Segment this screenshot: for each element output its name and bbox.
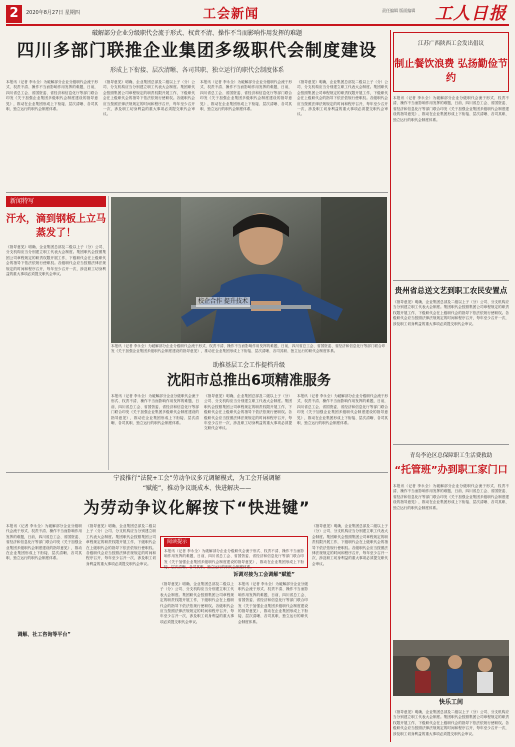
right-photo [393,640,509,696]
lead-subhead: 形成上下衔接、层次清晰、各司其职、独立运行的职代会制度体系 [109,67,284,74]
reading-tip-text: 本报讯（记者 李永全）为破解部分企业分级职代会流于形式、权责不清、操作不当而影响作用发挥的难题，日前，四川省总工会、省国资委、省经济和信息化厅等部门联合印发《关于加强企业集团多级职代会制度建设的指导意见》，推动在企业集团形成上下衔接、层次清晰、各司其职、独立运行的职代会制度体系。 [164,549,304,570]
divider [393,444,509,445]
story3-subhead-1: 诉调对接为工会调解“赋能” [233,572,295,578]
feature-headline[interactable]: 汗水，滴到钢板上立马蒸发了！ [6,214,106,239]
feature-tag: 新闻特写 [6,196,106,207]
lead-body-col-3: 本报讯（记者 李永全）为破解部分企业分级职代会流于形式、权责不清、操作不当而影响作用发挥的难题，日前，四川省总工会、省国资委、省经济和信息化厅等部门联合印发《关于加强企业集团多级职代会制度建设的指导意见》，推动在企业集团形成上下衔接、层次清晰、各司其职、独立运行的职代会制度体系。 [200,80,292,112]
story2-body-col-1: 本报讯（记者 李永全）为破解部分企业分级职代会流于形式、权责不清、操作不当而影响作用发挥的难题，日前，四川省总工会、省国资委、省经济和信息化厅等部门联合印发《关于加强企业集团多级职代会制度建设的指导意见》，推动在企业集团形成上下衔接、层次清晰、各司其职、独立运行的职代会制度体系。 [111,394,199,426]
right-story2-headline[interactable]: 贵州省总送文艺到职工农民安置点 [394,286,508,295]
divider [6,472,388,473]
masthead [6,4,509,26]
story3-headline[interactable]: 为劳动争议化解按下“快进键” [83,498,311,517]
story3-subhead-2: 调解、社工咨询等平台” [17,632,71,638]
divider [6,192,388,193]
lead-headline[interactable]: 四川多部门联推企业集团多级职代会制度建设 [17,41,377,61]
main-photo [111,197,387,343]
page-number: 2 [6,5,22,23]
story3-body-col-4: 本报讯（记者 李永全）为破解部分企业分级职代会流于形式、权责不清、操作不当而影响作用发挥的难题，日前，四川省总工会、省国资委、省经济和信息化厅等部门联合印发《关于加强企业集团多级职代会制度建设的指导意见》，推动在企业集团形成上下衔接、层次清晰、各司其职、独立运行的职代会制度体系。 [238,582,308,624]
story2-kicker: 助推基层工会工作提档升级 [212,362,285,369]
right-photo-note: 《指导意见》明确，企业集团总部及二级以上子（分）公司、分支机构应当分别建立职工代表大会制度。集团职代会按照集团公司章程规定的职责权限开展工作，下级职代会在上级职代会的指导下依法依规行使职权。各级职代会应当按照法律法规规定的时间和程序召开，每年至少召开一次，涉及职工切身利益的重大事项必须提交职代会审议。 [393,710,509,736]
right-story1-body: 本报讯（记者 李永全）为破解部分企业分级职代会流于形式、权责不清、操作不当而影响作用发挥的难题，日前，四川省总工会、省国资委、省经济和信息化厅等部门联合印发《关于加强企业集团多级职代会制度建设的指导意见》，推动在企业集团形成上下衔接、层次清晰、各司其职、独立运行的职代会制度体系。 [393,96,509,122]
worker-photo-illustration [111,197,387,343]
newspaper-logo: 工人日报 [435,4,507,24]
right-story1-headline[interactable]: 制止餐饮浪费 弘扬勤俭节约 [394,59,508,84]
right-photo-caption: 快乐工间 [438,699,463,706]
column-divider [390,30,391,742]
story3-body-col-3: 《指导意见》明确，企业集团总部及二级以上子（分）公司、分支机构应当分别建立职工代表大会制度。集团职代会按照集团公司章程规定的职责权限开展工作，下级职代会在上级职代会的指导下依法依规行使职权。各级职代会应当按照法律法规规定的时间和程序召开，每年至少召开一次，涉及职工切身利益的重大事项必须提交职代会审议。 [160,582,234,624]
photo-note: 本报讯（记者 李永全）为破解部分企业分级职代会流于形式、权责不清、操作不当而影响作用发挥的难题，日前，四川省总工会、省国资委、省经济和信息化厅等部门联合印发《关于加强企业集团多级职代会制度建设的指导意见》，推动在企业集团形成上下衔接、层次清晰、各司其职、独立运行的职代会制度体系。 [111,344,386,353]
lead-body-col-4: 《指导意见》明确，企业集团总部及二级以上子（分）公司、分支机构应当分别建立职工代表大会制度。集团职代会按照集团公司章程规定的职责权限开展工作，下级职代会在上级职代会的指导下依法依规行使职权。各级职代会应当按照法律法规规定的时间和程序召开，每年至少召开一次，涉及职工切身利益的重大事项必须提交职代会审议。 [297,80,388,117]
right-story1-kicker: 江苏广西陕西工会发出倡议 [417,41,484,47]
right-story2-body: 《指导意见》明确，企业集团总部及二级以上子（分）公司、分支机构应当分别建立职工代表大会制度。集团职代会按照集团公司章程规定的职责权限开展工作，下级职代会在上级职代会的指导下依法依规行使职权。各级职代会应当按照法律法规规定的时间和程序召开，每年至少召开一次，涉及职工切身利益的重大事项必须提交职代会审议。 [393,300,509,326]
issue-date: 2020年8月27日 星期四 [26,10,80,16]
story2-body-col-2: 《指导意见》明确，企业集团总部及二级以上子（分）公司、分支机构应当分别建立职工代表大会制度。集团职代会按照集团公司章程规定的职责权限开展工作，下级职代会在上级职代会的指导下依法依规行使职权。各级职代会应当按照法律法规规定的时间和程序召开，每年至少召开一次，涉及职工切身利益的重大事项必须提交职代会审议。 [204,394,292,431]
feature-body: 《指导意见》明确，企业集团总部及二级以上子（分）公司、分支机构应当分别建立职工代表大会制度。集团职代会按照集团公司章程规定的职责权限开展工作，下级职代会在上级职代会的指导下依法依规行使职权。各级职代会应当按照法律法规规定的时间和程序召开，每年至少召开一次，涉及职工切身利益的重大事项必须提交职代会审议。 [6,245,106,277]
story2-body-col-3: 本报讯（记者 李永全）为破解部分企业分级职代会流于形式、权责不清、操作不当而影响作用发挥的难题，日前，四川省总工会、省国资委、省经济和信息化厅等部门联合印发《关于加强企业集团多级职代会制度建设的指导意见》，推动在企业集团形成上下衔接、层次清晰、各司其职、独立运行的职代会制度体系。 [297,394,388,426]
right-story3-body: 本报讯（记者 李永全）为破解部分企业分级职代会流于形式、权责不清、操作不当而影响作用发挥的难题，日前，四川省总工会、省国资委、省经济和信息化厅等部门联合印发《关于加强企业集团多级职代会制度建设的指导意见》，推动在企业集团形成上下衔接、层次清晰、各司其职、独立运行的职代会制度体系。 [393,484,509,510]
right-story3-headline[interactable]: “托管班”办到职工家门口 [394,465,508,476]
section-title: 工会新闻 [203,7,260,22]
story3-kicker-2: “赋能”，推动争议既成本、快进解决—— [142,485,252,492]
lead-kicker: 破解部分企业分级职代会流于形式、权责不清、操作不当而影响作用发挥的难题 [91,30,302,37]
right-story3-kicker: 青岛李沧区总保障职工生活费救助 [409,453,493,459]
reading-tip-label: 阅读提示 [164,538,190,547]
story3-kicker-1: 宁波推行“法院+工会”劳动争议多元调解模式，为工会开展调解 [113,475,281,482]
office-photo-illustration [393,640,509,696]
editor-credit: 责任编辑 版面编辑 [382,8,416,13]
photo-caption: 校企合作 提升技术 [198,298,248,305]
lead-body-col-2: 《指导意见》明确，企业集团总部及二级以上子（分）公司、分支机构应当分别建立职工代表大会制度。集团职代会按照集团公司章程规定的职责权限开展工作，下级职代会在上级职代会的指导下依法依规行使职权。各级职代会应当按照法律法规规定的时间和程序召开，每年至少召开一次，涉及职工切身利益的重大事项必须提交职代会审议。 [103,80,195,117]
story3-body-col-2: 《指导意见》明确，企业集团总部及二级以上子（分）公司、分支机构应当分别建立职工代表大会制度。集团职代会按照集团公司章程规定的职责权限开展工作，下级职代会在上级职代会的指导下依法依规行使职权。各级职代会应当按照法律法规规定的时间和程序召开，每年至少召开一次，涉及职工切身利益的重大事项必须提交职代会审议。 [86,524,156,566]
lead-body-col-1: 本报讯（记者 李永全）为破解部分企业分级职代会流于形式、权责不清、操作不当而影响作用发挥的难题，日前，四川省总工会、省国资委、省经济和信息化厅等部门联合印发《关于加强企业集团多级职代会制度建设的指导意见》，推动在企业集团形成上下衔接、层次清晰、各司其职、独立运行的职代会制度体系。 [6,80,98,112]
story3-body-col-5: 《指导意见》明确，企业集团总部及二级以上子（分）公司、分支机构应当分别建立职工代表大会制度。集团职代会按照集团公司章程规定的职责权限开展工作，下级职代会在上级职代会的指导下依法依规行使职权。各级职代会应当按照法律法规规定的时间和程序召开，每年至少召开一次，涉及职工切身利益的重大事项必须提交职代会审议。 [312,524,388,566]
divider [108,196,109,470]
story2-headline[interactable]: 沈阳市总推出6项精准服务 [167,373,331,389]
divider [393,280,509,281]
story3-body-col-1: 本报讯（记者 李永全）为破解部分企业分级职代会流于形式、权责不清、操作不当而影响作用发挥的难题，日前，四川省总工会、省国资委、省经济和信息化厅等部门联合印发《关于加强企业集团多级职代会制度建设的指导意见》，推动在企业集团形成上下衔接、层次清晰、各司其职、独立运行的职代会制度体系。 [6,524,82,561]
